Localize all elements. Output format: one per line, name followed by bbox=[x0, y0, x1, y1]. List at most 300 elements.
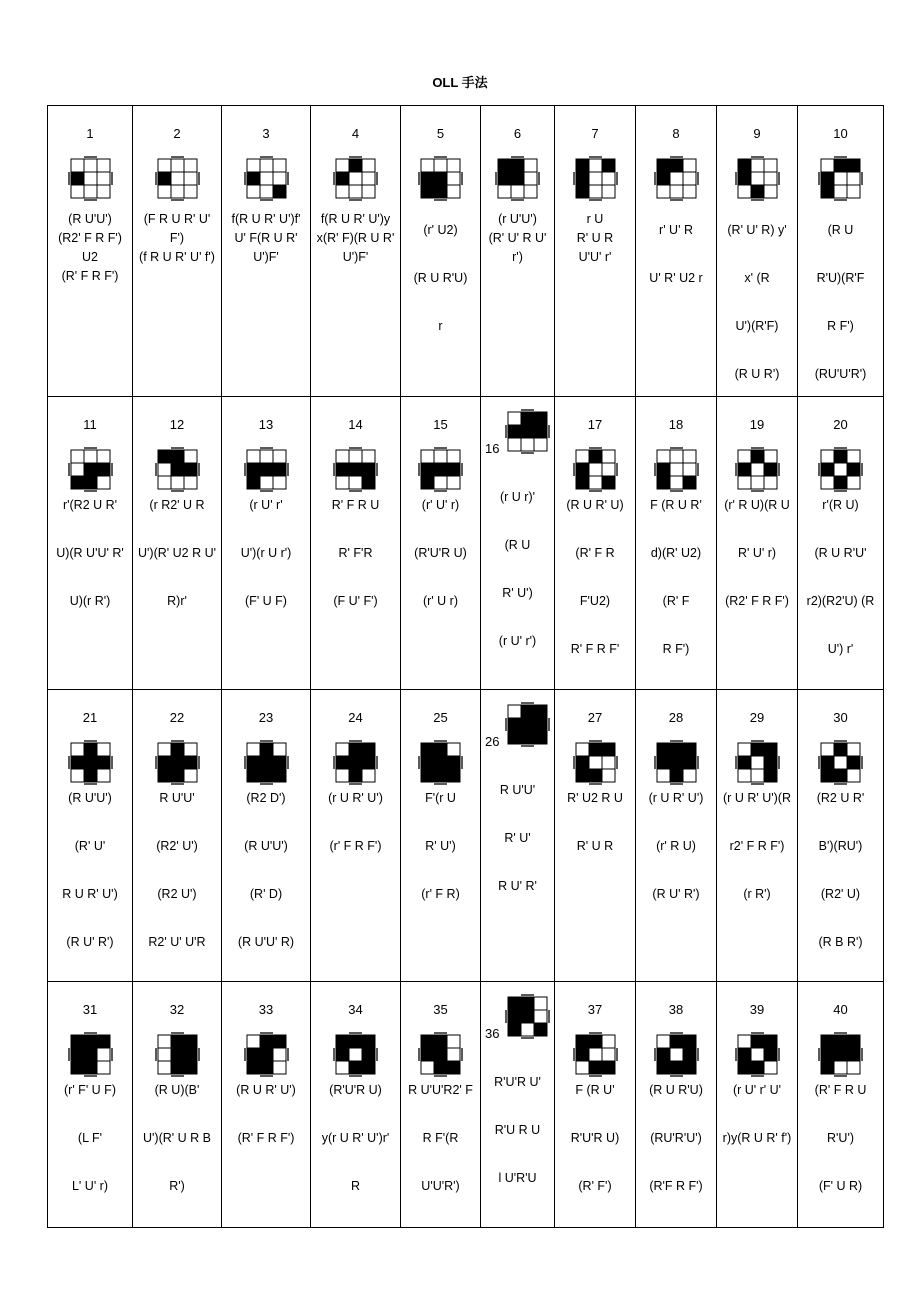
sticker-empty bbox=[84, 185, 97, 198]
sticker-filled bbox=[447, 756, 460, 769]
case-number: 2 bbox=[173, 126, 181, 141]
sticker-empty bbox=[97, 450, 110, 463]
oll-case-33 bbox=[222, 982, 311, 1228]
algorithm-line: (R2 D') bbox=[246, 791, 286, 805]
sticker-filled bbox=[657, 756, 670, 769]
algorithm-line: (r U'U') bbox=[498, 212, 537, 226]
sticker-filled bbox=[273, 756, 286, 769]
sticker-empty bbox=[834, 463, 847, 476]
sticker-filled bbox=[84, 463, 97, 476]
sticker-empty bbox=[421, 159, 434, 172]
algorithm-line: f(R U R' U')y bbox=[320, 212, 391, 226]
sticker-empty bbox=[362, 450, 375, 463]
sticker-filled bbox=[184, 1035, 197, 1048]
sticker-filled bbox=[657, 159, 670, 172]
algorithm-line: (R' F R bbox=[575, 546, 615, 560]
algorithm-text bbox=[481, 1058, 554, 1202]
sticker-empty bbox=[349, 450, 362, 463]
sticker-empty bbox=[171, 159, 184, 172]
sticker-filled bbox=[434, 172, 447, 185]
sticker-empty bbox=[602, 756, 615, 769]
algorithm-line: (R U'U') bbox=[68, 212, 112, 226]
sticker-empty bbox=[97, 159, 110, 172]
sticker-empty bbox=[521, 1023, 534, 1036]
sticker-filled bbox=[336, 463, 349, 476]
algorithm-text bbox=[717, 774, 797, 918]
algorithm-text bbox=[717, 1066, 797, 1162]
sticker-filled bbox=[71, 756, 84, 769]
sticker-filled bbox=[84, 743, 97, 756]
sticker-empty bbox=[589, 1048, 602, 1061]
algorithm-line: (R U'U' R) bbox=[237, 935, 295, 949]
sticker-empty bbox=[158, 743, 171, 756]
sticker-filled bbox=[434, 1048, 447, 1061]
sticker-filled bbox=[821, 463, 834, 476]
sticker-filled bbox=[349, 1035, 362, 1048]
sticker-filled bbox=[534, 705, 547, 718]
algorithm-line: (r' U2) bbox=[423, 223, 458, 237]
sticker-filled bbox=[434, 743, 447, 756]
sticker-empty bbox=[171, 172, 184, 185]
sticker-empty bbox=[421, 450, 434, 463]
sticker-empty bbox=[589, 756, 602, 769]
oll-case-37 bbox=[555, 982, 636, 1228]
algorithm-line: r2' F R F') bbox=[729, 839, 785, 853]
sticker-empty bbox=[589, 172, 602, 185]
algorithm-line: r'(R2 U R' bbox=[62, 498, 118, 512]
sticker-empty bbox=[751, 756, 764, 769]
oll-case-18 bbox=[636, 397, 717, 690]
algorithm-line: F') bbox=[169, 231, 185, 245]
sticker-empty bbox=[158, 463, 171, 476]
case-number: 24 bbox=[348, 710, 363, 725]
algorithm-text bbox=[798, 1066, 883, 1210]
sticker-filled bbox=[97, 1035, 110, 1048]
algorithm-text bbox=[133, 774, 221, 966]
sticker-filled bbox=[171, 743, 184, 756]
sticker-filled bbox=[97, 463, 110, 476]
algorithm-text bbox=[311, 210, 400, 267]
algorithm-line: B')(RU') bbox=[818, 839, 863, 853]
sticker-empty bbox=[447, 185, 460, 198]
algorithm-line: (L F' bbox=[77, 1131, 103, 1145]
case-number: 30 bbox=[833, 710, 848, 725]
algorithm-line: r2)(R2'U) (R bbox=[806, 594, 875, 608]
sticker-filled bbox=[521, 1010, 534, 1023]
oll-case-29 bbox=[717, 690, 798, 982]
sticker-empty bbox=[447, 1035, 460, 1048]
sticker-empty bbox=[273, 450, 286, 463]
algorithm-text bbox=[222, 774, 310, 966]
sticker-empty bbox=[71, 185, 84, 198]
sticker-filled bbox=[576, 185, 589, 198]
algorithm-line: F (R U' bbox=[575, 1083, 615, 1097]
algorithm-line: R' U2 R U bbox=[567, 791, 623, 805]
sticker-empty bbox=[683, 450, 696, 463]
sticker-filled bbox=[534, 425, 547, 438]
sticker-empty bbox=[602, 463, 615, 476]
sticker-filled bbox=[362, 743, 375, 756]
algorithm-text bbox=[481, 473, 554, 665]
sticker-filled bbox=[184, 463, 197, 476]
algorithm-line: (R'U'R U) bbox=[414, 546, 467, 560]
algorithm-line: (R' F R F') bbox=[237, 1131, 295, 1145]
sticker-filled bbox=[71, 1035, 84, 1048]
sticker-filled bbox=[576, 1035, 589, 1048]
sticker-filled bbox=[847, 463, 860, 476]
sticker-filled bbox=[738, 159, 751, 172]
algorithm-line: (r U' r' U' bbox=[732, 1083, 782, 1097]
sticker-filled bbox=[171, 1048, 184, 1061]
sticker-filled bbox=[421, 1048, 434, 1061]
oll-case-9 bbox=[717, 105, 798, 397]
sticker-empty bbox=[670, 463, 683, 476]
sticker-empty bbox=[84, 172, 97, 185]
sticker-empty bbox=[97, 1048, 110, 1061]
sticker-empty bbox=[602, 1035, 615, 1048]
sticker-empty bbox=[821, 743, 834, 756]
algorithm-line: (R' U' bbox=[74, 839, 106, 853]
page-title: OLL 手法 bbox=[432, 75, 488, 90]
case-number: 22 bbox=[169, 710, 185, 725]
oll-pattern-diagram bbox=[573, 156, 619, 202]
algorithm-text bbox=[555, 210, 635, 267]
sticker-filled bbox=[171, 450, 184, 463]
sticker-filled bbox=[847, 1035, 860, 1048]
algorithm-text bbox=[555, 481, 635, 673]
algorithm-line: (R U' R') bbox=[66, 935, 114, 949]
algorithm-text bbox=[311, 1066, 400, 1210]
sticker-filled bbox=[508, 425, 521, 438]
sticker-empty bbox=[764, 450, 777, 463]
case-number: 36 bbox=[485, 1026, 500, 1041]
sticker-filled bbox=[511, 159, 524, 172]
algorithm-text bbox=[48, 481, 132, 625]
sticker-empty bbox=[349, 1048, 362, 1061]
sticker-filled bbox=[589, 450, 602, 463]
sticker-filled bbox=[421, 1035, 434, 1048]
sticker-empty bbox=[247, 743, 260, 756]
sticker-filled bbox=[421, 756, 434, 769]
sticker-empty bbox=[534, 997, 547, 1010]
case-number: 29 bbox=[749, 710, 765, 725]
algorithm-line: R'U)(R'F bbox=[816, 271, 865, 285]
algorithm-text bbox=[636, 481, 716, 673]
sticker-empty bbox=[508, 705, 521, 718]
algorithm-line: (R U'U') bbox=[244, 839, 288, 853]
algorithm-line: U')(R' U R B bbox=[143, 1131, 211, 1145]
algorithm-line: r'(R U) bbox=[822, 498, 859, 512]
oll-case-14 bbox=[311, 397, 401, 690]
algorithm-line: U' F(R U R' bbox=[234, 231, 298, 245]
sticker-filled bbox=[683, 743, 696, 756]
case-number: 23 bbox=[258, 710, 274, 725]
sticker-empty bbox=[247, 159, 260, 172]
sticker-filled bbox=[434, 756, 447, 769]
algorithm-line: U' R' U2 r bbox=[649, 271, 703, 285]
algorithm-line: R2' U' U'R bbox=[148, 935, 206, 949]
case-number: 39 bbox=[749, 1002, 765, 1017]
sticker-empty bbox=[602, 185, 615, 198]
algorithm-line: R' U R bbox=[576, 231, 614, 245]
sticker-empty bbox=[657, 185, 670, 198]
sticker-empty bbox=[336, 185, 349, 198]
sticker-empty bbox=[670, 172, 683, 185]
sticker-filled bbox=[71, 172, 84, 185]
algorithm-line: U')F' bbox=[342, 250, 369, 264]
algorithm-line: (R U R') bbox=[734, 367, 780, 381]
algorithm-line: U)(R U'U' R' bbox=[56, 546, 124, 560]
algorithm-line: U')(r U r') bbox=[240, 546, 292, 560]
sticker-empty bbox=[508, 412, 521, 425]
algorithm-line: (R' F R F') bbox=[61, 269, 119, 283]
sticker-filled bbox=[260, 463, 273, 476]
sticker-empty bbox=[498, 185, 511, 198]
algorithm-line: (R' U' R) y' bbox=[727, 223, 787, 237]
sticker-empty bbox=[158, 1048, 171, 1061]
algorithm-text bbox=[798, 774, 883, 966]
sticker-empty bbox=[71, 159, 84, 172]
sticker-filled bbox=[751, 1035, 764, 1048]
sticker-empty bbox=[260, 450, 273, 463]
sticker-empty bbox=[71, 463, 84, 476]
case-number: 38 bbox=[668, 1002, 684, 1017]
algorithm-line: (R U R' U) bbox=[566, 498, 624, 512]
oll-pattern-diagram bbox=[505, 994, 551, 1040]
algorithm-line: (R U bbox=[827, 223, 854, 237]
algorithm-line: (f R U R' U' f') bbox=[139, 250, 215, 264]
sticker-empty bbox=[847, 172, 860, 185]
sticker-filled bbox=[421, 185, 434, 198]
sticker-empty bbox=[764, 185, 777, 198]
sticker-empty bbox=[158, 1035, 171, 1048]
oll-case-24 bbox=[311, 690, 401, 982]
sticker-empty bbox=[738, 743, 751, 756]
sticker-empty bbox=[751, 1048, 764, 1061]
sticker-filled bbox=[847, 1048, 860, 1061]
sticker-empty bbox=[184, 159, 197, 172]
sticker-empty bbox=[71, 450, 84, 463]
case-number: 7 bbox=[591, 126, 599, 141]
sticker-filled bbox=[508, 718, 521, 731]
algorithm-line: (r U R' U') bbox=[648, 791, 704, 805]
sticker-filled bbox=[349, 159, 362, 172]
algorithm-line: r U bbox=[586, 212, 604, 226]
sticker-filled bbox=[97, 756, 110, 769]
algorithm-line: R'U R U bbox=[494, 1123, 541, 1137]
oll-case-36 bbox=[481, 982, 555, 1228]
algorithm-line: (F R U R' U' bbox=[143, 212, 211, 226]
sticker-filled bbox=[670, 1035, 683, 1048]
sticker-filled bbox=[349, 743, 362, 756]
sticker-filled bbox=[521, 705, 534, 718]
sticker-empty bbox=[589, 159, 602, 172]
sticker-filled bbox=[602, 743, 615, 756]
algorithm-line: r)y(R U R' f') bbox=[722, 1131, 792, 1145]
sticker-empty bbox=[738, 1035, 751, 1048]
sticker-filled bbox=[84, 1035, 97, 1048]
sticker-filled bbox=[521, 731, 534, 744]
sticker-filled bbox=[260, 743, 273, 756]
sticker-empty bbox=[657, 450, 670, 463]
sticker-filled bbox=[738, 1048, 751, 1061]
sticker-empty bbox=[738, 185, 751, 198]
sticker-empty bbox=[847, 450, 860, 463]
oll-pattern-diagram bbox=[735, 156, 781, 202]
sticker-empty bbox=[524, 172, 537, 185]
sticker-filled bbox=[247, 463, 260, 476]
case-number: 18 bbox=[668, 417, 684, 432]
algorithm-line: R bbox=[350, 1179, 361, 1193]
sticker-filled bbox=[834, 450, 847, 463]
algorithm-line: (R' U' R U' bbox=[488, 231, 547, 245]
oll-case-15 bbox=[401, 397, 481, 690]
algorithm-line: (R2 U') bbox=[157, 887, 197, 901]
algorithm-text bbox=[48, 210, 132, 286]
sticker-empty bbox=[273, 172, 286, 185]
sticker-filled bbox=[171, 463, 184, 476]
case-number: 9 bbox=[753, 126, 761, 141]
algorithm-text bbox=[636, 774, 716, 918]
oll-case-19 bbox=[717, 397, 798, 690]
algorithm-text bbox=[401, 1066, 480, 1210]
algorithm-line: (r' R U)(R U bbox=[724, 498, 790, 512]
case-number: 14 bbox=[348, 417, 363, 432]
algorithm-text bbox=[48, 1066, 132, 1210]
algorithm-line: (r' F R) bbox=[421, 887, 460, 901]
oll-case-11 bbox=[47, 397, 133, 690]
algorithm-line: r bbox=[438, 319, 443, 333]
algorithm-text bbox=[555, 774, 635, 870]
oll-case-3 bbox=[222, 105, 311, 397]
algorithm-text bbox=[133, 481, 221, 625]
algorithm-line: (F U' F') bbox=[333, 594, 378, 608]
sticker-filled bbox=[821, 172, 834, 185]
sticker-empty bbox=[273, 159, 286, 172]
case-number: 31 bbox=[82, 1002, 98, 1017]
sticker-filled bbox=[260, 1048, 273, 1061]
oll-case-6 bbox=[481, 105, 555, 397]
sticker-filled bbox=[657, 172, 670, 185]
sticker-filled bbox=[576, 172, 589, 185]
algorithm-line: (r U R' U')(R bbox=[723, 791, 791, 805]
sticker-filled bbox=[589, 743, 602, 756]
sticker-filled bbox=[657, 463, 670, 476]
sticker-empty bbox=[589, 463, 602, 476]
algorithm-line: (R U R'U) bbox=[413, 271, 468, 285]
algorithm-line: U')(R'F) bbox=[735, 319, 779, 333]
sticker-empty bbox=[336, 743, 349, 756]
sticker-empty bbox=[362, 159, 375, 172]
sticker-filled bbox=[434, 1035, 447, 1048]
oll-pattern-diagram bbox=[244, 156, 290, 202]
sticker-empty bbox=[158, 159, 171, 172]
sticker-empty bbox=[97, 743, 110, 756]
case-number: 5 bbox=[436, 126, 445, 141]
oll-case-12 bbox=[133, 397, 222, 690]
algorithm-line: (R2' U) bbox=[820, 887, 861, 901]
algorithm-line: U') r' bbox=[827, 642, 854, 656]
case-number: 32 bbox=[169, 1002, 185, 1017]
sticker-filled bbox=[764, 1048, 777, 1061]
algorithm-line: R'U'R U) bbox=[570, 1131, 620, 1145]
sticker-filled bbox=[534, 1023, 547, 1036]
algorithm-line: R U'U' bbox=[159, 791, 195, 805]
sticker-empty bbox=[273, 1048, 286, 1061]
algorithm-text bbox=[717, 206, 797, 397]
sticker-empty bbox=[683, 159, 696, 172]
oll-case-13 bbox=[222, 397, 311, 690]
algorithm-line: r') bbox=[512, 250, 523, 264]
algorithm-line: (R2 U R' bbox=[816, 791, 865, 805]
sticker-empty bbox=[349, 185, 362, 198]
sticker-empty bbox=[84, 159, 97, 172]
algorithm-line: (RU'R'U') bbox=[650, 1131, 702, 1145]
sticker-filled bbox=[821, 756, 834, 769]
sticker-filled bbox=[498, 159, 511, 172]
sticker-empty bbox=[260, 185, 273, 198]
sticker-filled bbox=[521, 425, 534, 438]
oll-case-2 bbox=[133, 105, 222, 397]
algorithm-line: (R U'U') bbox=[68, 791, 112, 805]
case-number: 25 bbox=[433, 710, 448, 725]
sticker-empty bbox=[738, 450, 751, 463]
algorithm-line: (R U' R') bbox=[652, 887, 700, 901]
sticker-filled bbox=[738, 756, 751, 769]
sticker-empty bbox=[524, 159, 537, 172]
oll-pattern-diagram bbox=[333, 156, 379, 202]
case-number: 28 bbox=[668, 710, 684, 725]
algorithm-text bbox=[222, 481, 310, 625]
sticker-empty bbox=[602, 450, 615, 463]
sticker-filled bbox=[738, 172, 751, 185]
sticker-filled bbox=[273, 185, 286, 198]
sticker-filled bbox=[683, 1048, 696, 1061]
algorithm-line: U'U' r' bbox=[578, 250, 612, 264]
oll-case-39 bbox=[717, 982, 798, 1228]
sticker-filled bbox=[670, 159, 683, 172]
sticker-empty bbox=[184, 185, 197, 198]
sticker-filled bbox=[821, 185, 834, 198]
sticker-filled bbox=[421, 463, 434, 476]
oll-case-1 bbox=[47, 105, 133, 397]
algorithm-line: (F' U F) bbox=[245, 594, 287, 608]
sticker-filled bbox=[508, 997, 521, 1010]
sticker-empty bbox=[511, 185, 524, 198]
algorithm-text bbox=[401, 774, 480, 918]
algorithm-line: R' F'R bbox=[338, 546, 373, 560]
algorithm-text bbox=[48, 774, 132, 966]
sticker-filled bbox=[434, 463, 447, 476]
sticker-empty bbox=[184, 743, 197, 756]
case-number: 13 bbox=[258, 417, 274, 432]
algorithm-line: (R' F') bbox=[578, 1179, 612, 1193]
sticker-empty bbox=[847, 743, 860, 756]
sticker-filled bbox=[508, 1023, 521, 1036]
algorithm-line: f(R U R' U')f' bbox=[231, 212, 301, 226]
algorithm-text bbox=[311, 481, 400, 625]
sticker-empty bbox=[158, 185, 171, 198]
sticker-empty bbox=[508, 438, 521, 451]
sticker-empty bbox=[834, 185, 847, 198]
sticker-filled bbox=[534, 731, 547, 744]
algorithm-line: (R B R') bbox=[818, 935, 863, 949]
sticker-empty bbox=[602, 1048, 615, 1061]
sticker-filled bbox=[576, 463, 589, 476]
algorithm-line: y(r U R' U')r' bbox=[321, 1131, 390, 1145]
algorithm-text bbox=[555, 1066, 635, 1210]
sticker-empty bbox=[362, 172, 375, 185]
